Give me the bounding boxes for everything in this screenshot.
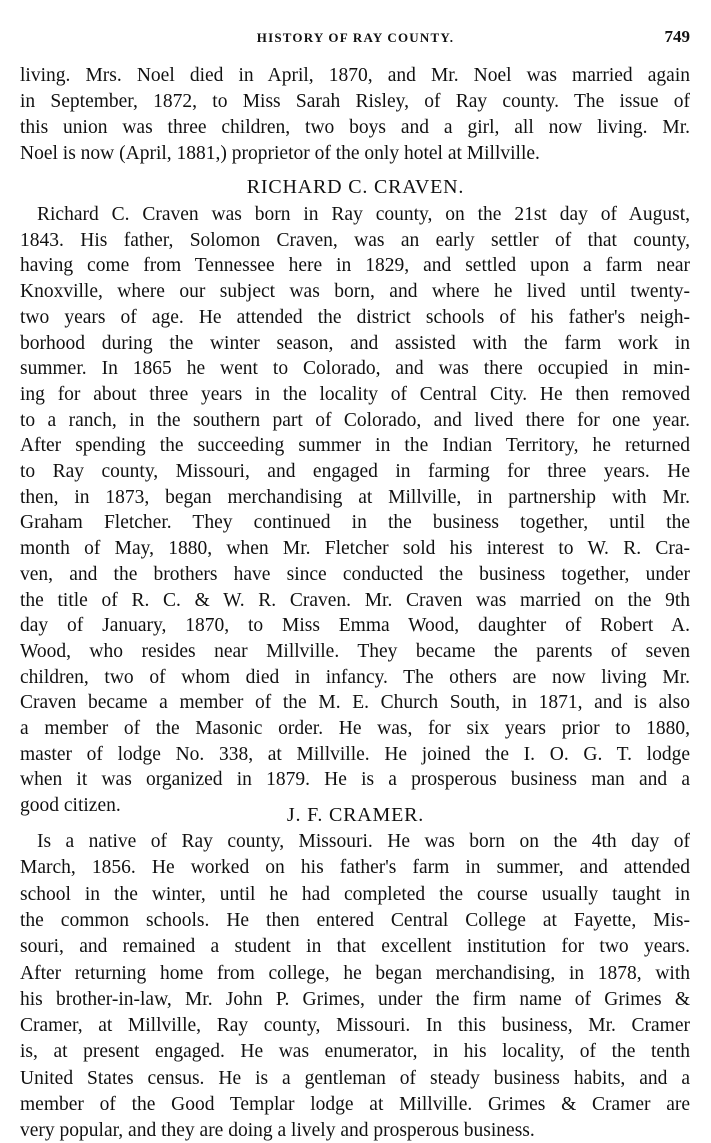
- text-line: After returning home from college, he began merchandising, in 1878, with: [20, 963, 690, 984]
- text-line: having come from Tennessee here in 1829, and settled upon a farm near: [20, 255, 690, 276]
- text-line: a member of the Masonic order. He was, for six years prior to 1880,: [20, 718, 690, 739]
- text-line: this union was three children, two boys and a girl, all now living. Mr.: [20, 117, 690, 138]
- text-line: United States census. He is a gentleman of steady business habits, and a: [20, 1068, 690, 1089]
- text-line: the common schools. He then entered Central College at Fayette, Mis-: [20, 910, 690, 931]
- text-line: 1843. His father, Solomon Craven, was an early settler of that county,: [20, 230, 690, 251]
- text-line: to a ranch, in the southern part of Colorado, and lived there for one year.: [20, 410, 690, 431]
- text-line: Graham Fletcher. They continued in the business together, until the: [20, 512, 690, 533]
- text-line: day of January, 1870, to Miss Emma Wood, daughter of Robert A.: [20, 615, 690, 636]
- text-line: souri, and remained a student in that excellent institution for two years.: [20, 936, 690, 957]
- text-line: good citizen.: [20, 795, 121, 816]
- text-line: is, at present engaged. He was enumerator, in his locality, of the tenth: [20, 1041, 690, 1062]
- text-line: Craven became a member of the M. E. Church South, in 1871, and is also: [20, 692, 690, 713]
- text-line: living. Mrs. Noel died in April, 1870, and Mr. Noel was married again: [20, 65, 690, 86]
- text-line: children, two of whom died in infancy. The others are now living Mr.: [20, 667, 690, 688]
- text-line: month of May, 1880, when Mr. Fletcher sold his interest to W. R. Cra-: [20, 538, 690, 559]
- text-line: Richard C. Craven was born in Ray county, on the 21st day of August,: [37, 204, 690, 225]
- text-line: Cramer, at Millville, Ray county, Missouri. In this business, Mr. Cramer: [20, 1015, 690, 1036]
- running-header: HISTORY OF RAY COUNTY.: [256, 30, 455, 45]
- text-line: very popular, and they are doing a lively and prosperous business.: [20, 1120, 535, 1141]
- text-line: borhood during the winter season, and assisted with the farm work in: [20, 333, 690, 354]
- text-line: then, in 1873, began merchandising at Millville, in partnership with Mr.: [20, 487, 690, 508]
- text-line: master of lodge No. 338, at Millville. He joined the I. O. G. T. lodge: [20, 744, 690, 765]
- text-line: school in the winter, until he had completed the course usually taught in: [20, 884, 690, 905]
- text-line: when it was organized in 1879. He is a prosperous business man and a: [20, 769, 690, 790]
- text-line: his brother-in-law, Mr. John P. Grimes, under the firm name of Grimes &: [20, 989, 690, 1010]
- text-line: Wood, who resides near Millville. They became the parents of seven: [20, 641, 690, 662]
- text-line: member of the Good Templar lodge at Millville. Grimes & Cramer are: [20, 1094, 690, 1115]
- text-line: Noel is now (April, 1881,) proprietor of the only hotel at Millville.: [20, 143, 540, 164]
- text-line: the title of R. C. & W. R. Craven. Mr. Craven was married on the 9th: [20, 590, 690, 611]
- text-line: two years of age. He attended the district schools of his father's neigh-: [20, 307, 690, 328]
- text-line: Knoxville, where our subject was born, and where he lived until twenty-: [20, 281, 690, 302]
- section-heading: RICHARD C. CRAVEN.: [246, 176, 465, 198]
- text-line: March, 1856. He worked on his father's farm in summer, and attended: [20, 857, 690, 878]
- text-line: to Ray county, Missouri, and engaged in farming for three years. He: [20, 461, 690, 482]
- text-line: in September, 1872, to Miss Sarah Risley, of Ray county. The issue of: [20, 91, 690, 112]
- text-line: After spending the succeeding summer in the Indian Territory, he returned: [20, 435, 690, 456]
- page-number: 749: [664, 27, 690, 46]
- text-line: Is a native of Ray county, Missouri. He was born on the 4th day of: [37, 831, 690, 852]
- section-heading: J. F. CRAMER.: [286, 804, 425, 826]
- text-line: ven, and the brothers have since conducted the business together, under: [20, 564, 690, 585]
- text-line: summer. In 1865 he went to Colorado, and was there occupied in min-: [20, 358, 690, 379]
- text-line: ing for about three years in the locality of Central City. He then removed: [20, 384, 690, 405]
